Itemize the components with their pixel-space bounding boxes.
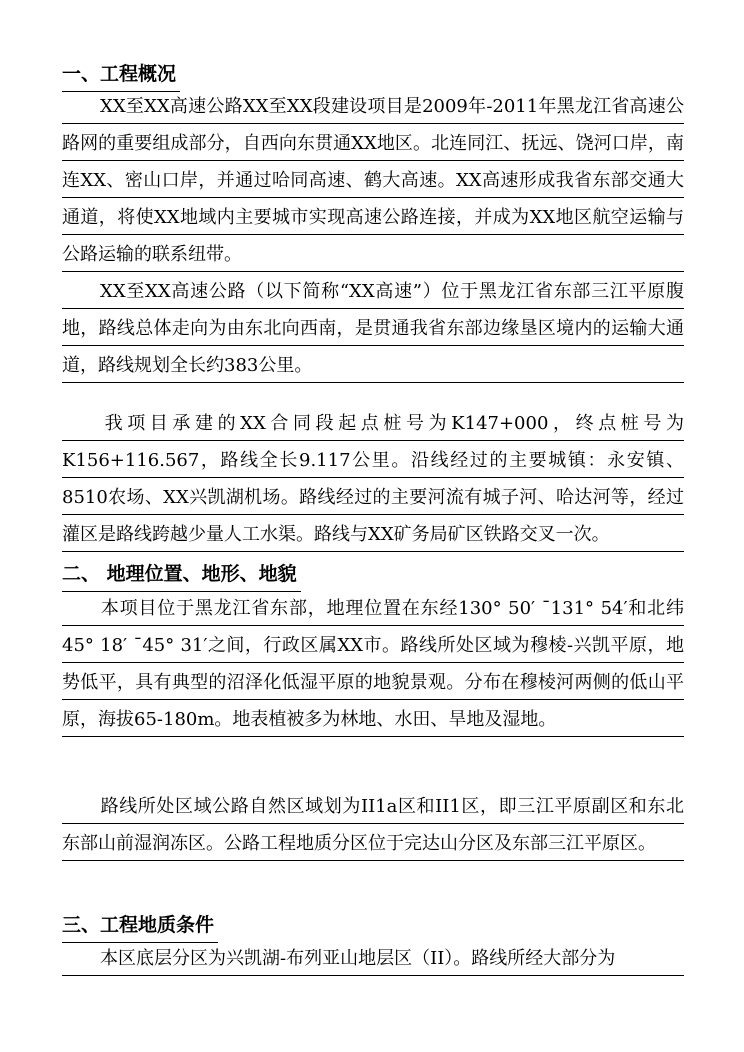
paragraph-geology-1 xyxy=(62,940,684,977)
paragraph-text: 本区底层分区为兴凯湖-布列亚山地层区（II）。路线所经大部分为 xyxy=(100,948,616,969)
paragraph-text: XX至XX高速公路XX至XX段建设项目是2009年-2011年黑龙江省高速公路网的重要组成部分，自西向东贯通XX地区。北连同江、抚远、饶河口岸，南连XX、密山口岸，并通过哈同高速、鹤大高速。XX高速形成我省东部交通大通道，将使XX地域内主要城市实现高速公路连接，并成为XX地区航空运输与公路运输的联系纽带。 xyxy=(62,96,684,265)
paragraph-overview-3 xyxy=(62,405,684,553)
paragraph-text: 我项目承建的XX合同段起点桩号为K147+000，终点桩号为K156+116.567，路线全长9.117公里。沿线经过的主要城镇：永安镇、8510农场、XX兴凯湖机场。路线经过的主要河流有城子河、哈达河等，经过灌区是路线跨越少量人工水渠。路线与XX矿务局矿区铁路交叉一次。 xyxy=(62,413,684,545)
section-heading-overview: 一、工程概况 xyxy=(62,63,177,85)
paragraph-text: 本项目位于黑龙江省东部，地理位置在东经130° 50′ ¯131° 54′和北纬45° 18′ ¯45° 31′之间，行政区属XX市。路线所处区域为穆棱-兴凯平原，地势低平，具有典型的沼泽化低湿平原的地貌景观。分布在穆棱河两侧的低山平原，海拔65-180m。地表植被多为林地、水田、旱地及湿地。 xyxy=(62,598,684,730)
paragraph-text: 路线所处区域公路自然区域划为II1a区和II1区，即三江平原副区和东北东部山前湿润冻区。公路工程地质分区位于完达山分区及东部三江平原区。 xyxy=(62,796,684,854)
paragraph-text: XX至XX高速公路（以下简称“XX高速”）位于黑龙江省东部三江平原腹地，路线总体走向为由东北向西南，是贯通我省东部边缘垦区境内的运输大通道，路线规划全长约383公里。 xyxy=(62,281,684,376)
paragraph-geography-2 xyxy=(62,788,684,862)
paragraph-geography-1 xyxy=(62,590,684,738)
section-heading-geography: 二、 地理位置、地形、地貌 xyxy=(62,563,297,585)
paragraph-overview-2 xyxy=(62,273,684,384)
section-heading-geology: 三、工程地质条件 xyxy=(62,914,215,936)
paragraph-overview-1 xyxy=(62,88,684,273)
